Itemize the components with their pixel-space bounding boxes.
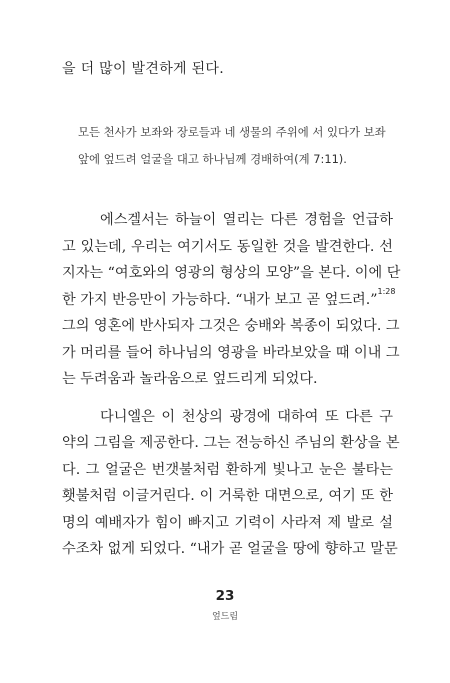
p2-line-1: 다니엘은 이 천상의 광경에 대하여 또 다른 구	[100, 409, 393, 425]
p2-line-4: 횃불처럼 이글거린다. 이 거룩한 대면으로, 여기 또 한	[62, 488, 393, 504]
page-number: 23	[215, 588, 235, 604]
p1-line-7: 는 두려움과 놀라움으로 엎드리게 되었다.	[62, 371, 318, 387]
p2-line-3: 다. 그 얼굴은 번갯불처럼 환하게 빛나고 눈은 불타는	[62, 462, 393, 478]
p1-line-4-text: 한 가지 반응만이 가능하다. “내가 보고 곧 엎드려.”	[62, 292, 378, 308]
p1-line-1: 에스겔서는 하늘이 열리는 다른 경험을 언급하	[100, 212, 393, 228]
verse-reference: 1:28	[377, 287, 396, 296]
chapter-title-footer: 엎드림	[211, 612, 239, 622]
p2-line-5: 명의 예배자가 힘이 빠지고 기력이 사라져 제 발로 설	[62, 515, 393, 531]
p1-line-3: 지자는 “여호와의 영광의 형상의 모양”을 본다. 이에 단	[62, 265, 401, 281]
intro-line: 을 더 많이 발견하게 된다.	[62, 61, 224, 77]
p1-line-5: 그의 영혼에 반사되자 그것은 숭배와 복종이 되었다. 그	[62, 318, 400, 334]
quote-line-2: 앞에 엎드려 얼굴을 대고 하나님께 경배하여(계 7:11).	[78, 152, 347, 166]
p2-line-2: 약의 그림을 제공한다. 그는 전능하신 주님의 환상을 본	[62, 435, 400, 451]
p2-line-6: 수조차 없게 되었다. “내가 곧 얼굴을 땅에 향하고 말문	[62, 541, 398, 557]
p1-line-2: 고 있는데, 우리는 여기서도 동일한 것을 발견한다. 선	[62, 239, 393, 255]
p1-line-6: 가 머리를 들어 하나님의 영광을 바라보았을 때 이내 그	[62, 345, 400, 361]
quote-line-1: 모든 천사가 보좌와 장로들과 네 생물의 주위에 서 있다가 보좌	[78, 125, 386, 139]
p1-line-4	[62, 287, 396, 309]
